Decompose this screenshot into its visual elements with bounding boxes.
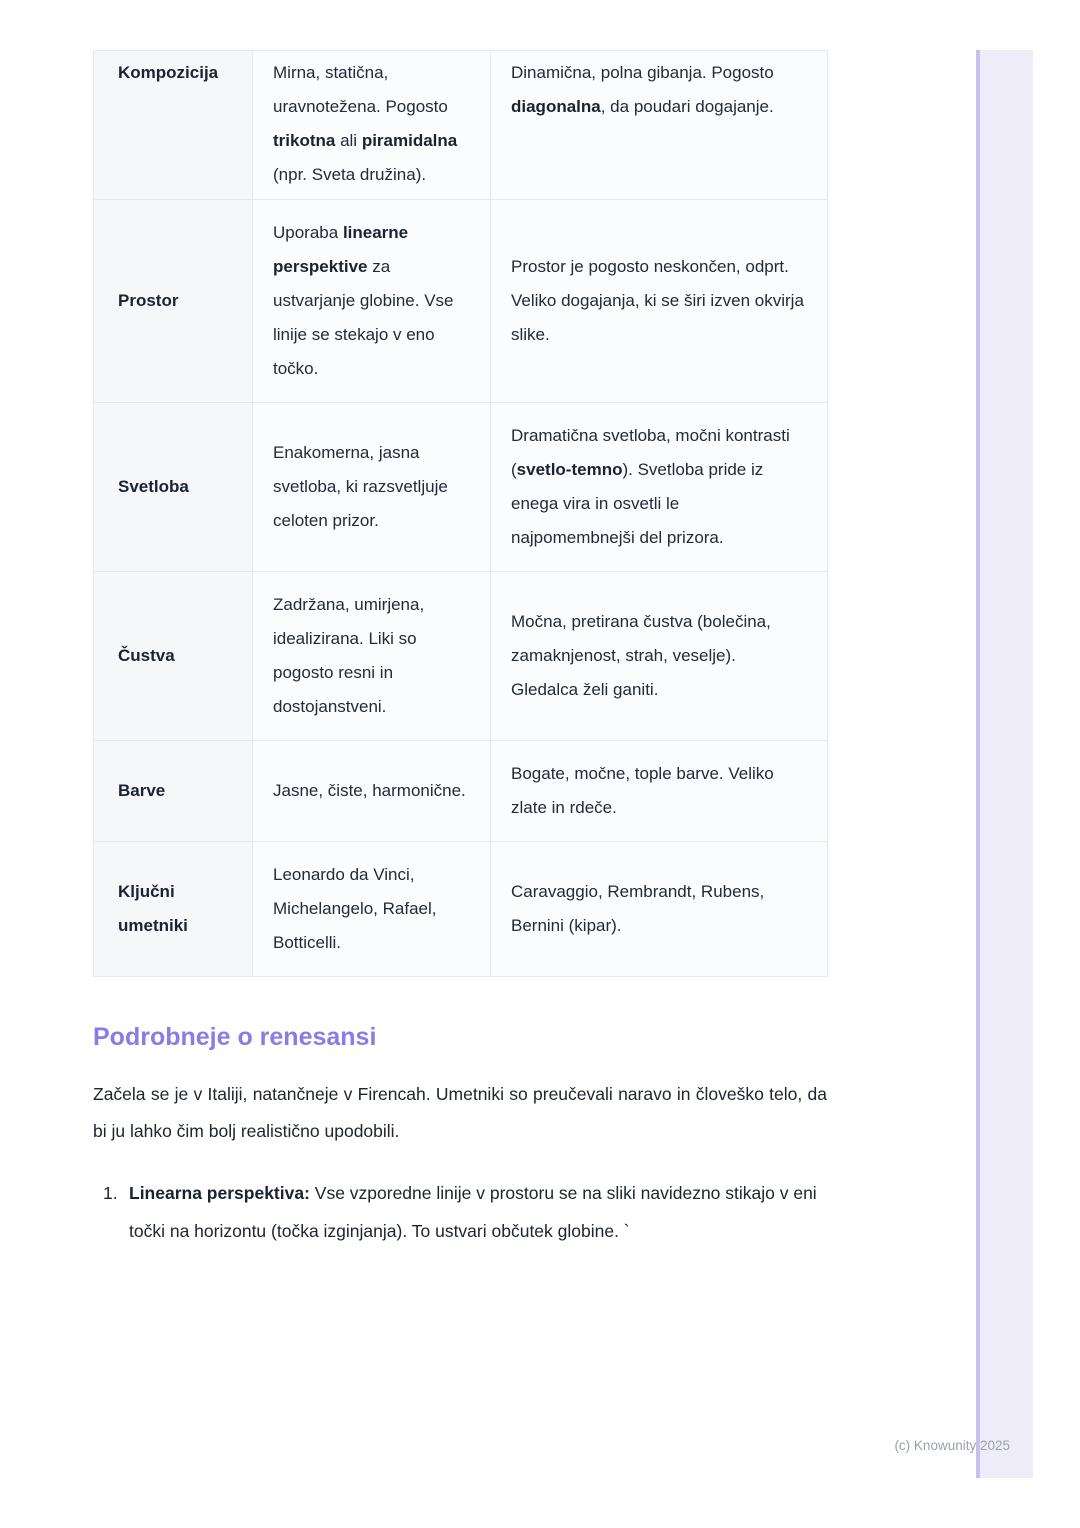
renaissance-cell: Zadržana, umirjena, idealizirana. Liki so pogosto resni in dostojanstveni. xyxy=(253,572,491,741)
list-number: 1. xyxy=(103,1183,118,1203)
renaissance-cell: Mirna, statična, uravnotežena. Pogosto trikotna ali piramidalna (npr. Sveta družina). xyxy=(253,51,491,200)
baroque-cell: Močna, pretirana čustva (bolečina, zamaknjenost, strah, veselje). Gledalca želi ganiti. xyxy=(491,572,828,741)
row-label: Barve xyxy=(94,741,253,842)
page-edge-accent-bar xyxy=(976,50,1033,1478)
row-label: Kompozicija xyxy=(94,51,253,200)
baroque-cell: Bogate, močne, tople barve. Veliko zlate in rdeče. xyxy=(491,741,828,842)
copyright-footer: (c) Knowunity 2025 xyxy=(894,1438,1010,1453)
numbered-list xyxy=(93,1174,827,1250)
row-label: Prostor xyxy=(94,200,253,403)
comparison-table xyxy=(93,50,828,977)
renaissance-cell: Enakomerna, jasna svetloba, ki razsvetljuje celoten prizor. xyxy=(253,403,491,572)
row-label: Čustva xyxy=(94,572,253,741)
comparison-table-body xyxy=(94,51,828,977)
document-content xyxy=(93,50,827,1250)
table-row xyxy=(94,741,828,842)
table-row xyxy=(94,842,828,977)
renaissance-cell: Leonardo da Vinci, Michelangelo, Rafael, Botticelli. xyxy=(253,842,491,977)
list-item-text: Linearna perspektiva: Vse vzporedne linije v prostoru se na sliki navidezno stikajo v eni točki na horizontu (točka izginjanja). To ustvari občutek globine. ` xyxy=(129,1183,817,1241)
row-label: Svetloba xyxy=(94,403,253,572)
list-item xyxy=(93,1174,827,1250)
table-row xyxy=(94,200,828,403)
intro-paragraph: Začela se je v Italiji, natančneje v Firencah. Umetniki so preučevali naravo in človeško telo, da bi ju lahko čim bolj realistično upodobili. xyxy=(93,1084,827,1141)
baroque-cell: Caravaggio, Rembrandt, Rubens, Bernini (kipar). xyxy=(491,842,828,977)
table-row xyxy=(94,403,828,572)
renaissance-cell: Uporaba linearne perspektive za ustvarjanje globine. Vse linije se stekajo v eno točko. xyxy=(253,200,491,403)
baroque-cell: Prostor je pogosto neskončen, odprt. Veliko dogajanja, ki se širi izven okvirja slike. xyxy=(491,200,828,403)
table-row xyxy=(94,572,828,741)
row-label: Ključni umetniki xyxy=(94,842,253,977)
renaissance-cell: Jasne, čiste, harmonične. xyxy=(253,741,491,842)
table-row xyxy=(94,51,828,200)
baroque-cell: Dramatična svetloba, močni kontrasti (svetlo-temno). Svetloba pride iz enega vira in osvetli le najpomembnejši del prizora. xyxy=(491,403,828,572)
baroque-cell: Dinamična, polna gibanja. Pogosto diagonalna, da poudari dogajanje. xyxy=(491,51,828,200)
section-heading: Podrobneje o renesansi xyxy=(93,1023,377,1051)
